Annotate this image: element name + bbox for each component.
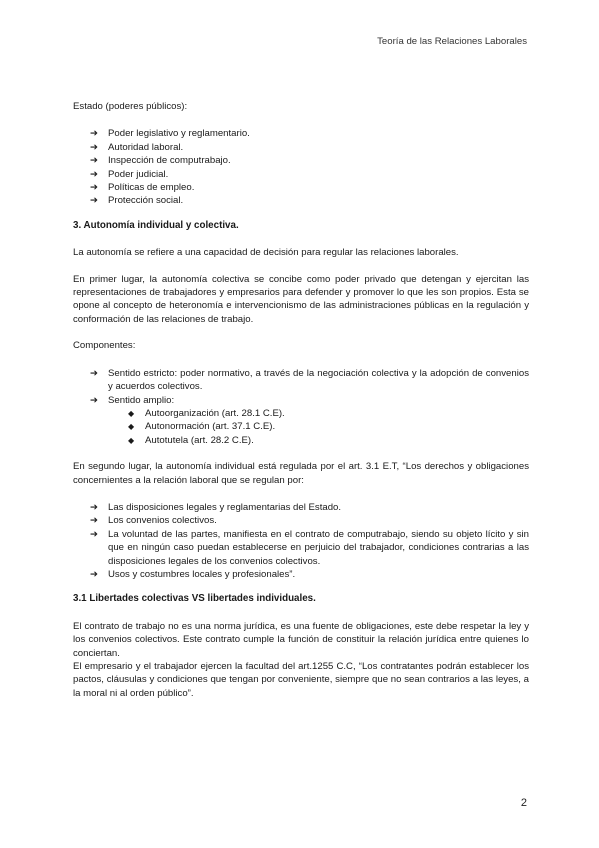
list-item: ➔ Sentido estricto: poder normativo, a través de la negociación colectiva y la adopción de convenios y acuerdos colectivos. xyxy=(90,367,529,393)
arrow-bullet-icon: ➔ xyxy=(90,528,99,540)
page-number: 2 xyxy=(520,797,527,809)
arrow-bullet-icon: ➔ xyxy=(90,155,99,167)
list-item: ➔ Protección social. xyxy=(90,195,184,207)
section-3-paragraph-1: La autonomía se refiere a una capacidad de decisión para regular las relaciones laborales. xyxy=(73,247,459,259)
arrow-bullet-icon: ➔ xyxy=(90,515,99,527)
list-item: ➔ Poder judicial. xyxy=(90,168,169,180)
arrow-bullet-icon: ➔ xyxy=(90,501,99,513)
document-body xyxy=(73,100,529,700)
arrow-bullet-icon: ➔ xyxy=(90,182,99,194)
section-3-1-paragraph-2: El empresario y el trabajador ejercen la facultad del art.1255 C.C, “Los contratantes podrán establecer los pactos, cláusulas y condiciones que tengan por conveniente, siempre que no sean contrarios a las leyes, a la moral ni al orden público”. xyxy=(73,661,529,699)
arrow-bullet-icon: ➔ xyxy=(90,195,99,207)
list-item: ◆ Autonormación (art. 37.1 C.E). xyxy=(128,421,276,433)
arrow-bullet-icon: ➔ xyxy=(90,568,99,580)
page-header-title: Teoría de las Relaciones Laborales xyxy=(377,36,527,47)
diamond-bullet-icon: ◆ xyxy=(128,408,135,418)
list-item: ➔ Políticas de empleo. xyxy=(90,182,195,194)
section-3-1-heading: 3.1 Libertades colectivas VS libertades individuales. xyxy=(73,593,316,605)
arrow-bullet-icon: ➔ xyxy=(90,168,99,180)
sentido-amplio-list xyxy=(108,407,529,447)
list-item: ➔ Autoridad laboral. xyxy=(90,141,184,153)
diamond-bullet-icon: ◆ xyxy=(128,422,135,432)
fuentes-list xyxy=(73,501,529,581)
list-item: ➔ Sentido amplio: ◆ Autoorganización (art. 28.1 C.E). ◆ Autonormación (art. 37.1 C.E). ◆ Autotutela (art. 28.2 C.E). xyxy=(90,394,529,448)
arrow-bullet-icon: ➔ xyxy=(90,367,99,379)
list-item: ➔ Usos y costumbres locales y profesionales”. xyxy=(90,568,296,580)
arrow-bullet-icon: ➔ xyxy=(90,394,99,406)
list-item: ◆ Autotutela (art. 28.2 C.E). xyxy=(128,434,254,446)
list-item: ➔ Inspección de computrabajo. xyxy=(90,155,231,167)
section-3-1-paragraph-1: El contrato de trabajo no es una norma jurídica, es una fuente de obligaciones, este debe respetar la ley y los convenios colectivos. Este contrato cumple la función de constituir la relación jurídica entre quienes lo conciertan. xyxy=(73,620,529,659)
section-3-heading: 3. Autonomía individual y colectiva. xyxy=(73,219,239,231)
componentes-label: Componentes: xyxy=(73,340,136,352)
estado-intro: Estado (poderes públicos): xyxy=(73,101,188,112)
arrow-bullet-icon: ➔ xyxy=(90,128,99,140)
section-3-paragraph-2: En primer lugar, la autonomía colectiva se concibe como poder privado que detengan y ejercitan las representaciones de trabajadores y empresarios para defender y promover lo que les son propios. Esta se opone al concepto de heteronomía e intervencionismo de las administraciones públicas en la regulación y conformación de las relaciones de trabajo. xyxy=(73,273,529,325)
componentes-list xyxy=(73,367,529,447)
section-3-paragraph-3: En segundo lugar, la autonomía individual está regulada por el art. 3.1 E.T, “Los derechos y obligaciones concernientes a la relación laboral que se regulan por: xyxy=(73,461,529,486)
arrow-bullet-icon: ➔ xyxy=(90,141,99,153)
list-item: ➔ Poder legislativo y reglamentario. xyxy=(90,128,250,140)
list-item: ◆ Autoorganización (art. 28.1 C.E). xyxy=(128,407,285,419)
list-item: ➔ La voluntad de las partes, manifiesta en el contrato de computrabajo, siendo su objeto lícito y sin que en ningún caso puedan establecerse en perjuicio del trabajador, condiciones contrarias a las disposiciones legales de los convenios colectivos. xyxy=(90,528,529,567)
estado-list xyxy=(73,127,529,207)
list-item: ➔ Los convenios colectivos. xyxy=(90,515,217,527)
diamond-bullet-icon: ◆ xyxy=(128,435,135,445)
list-item: ➔ Las disposiciones legales y reglamentarias del Estado. xyxy=(90,501,342,513)
